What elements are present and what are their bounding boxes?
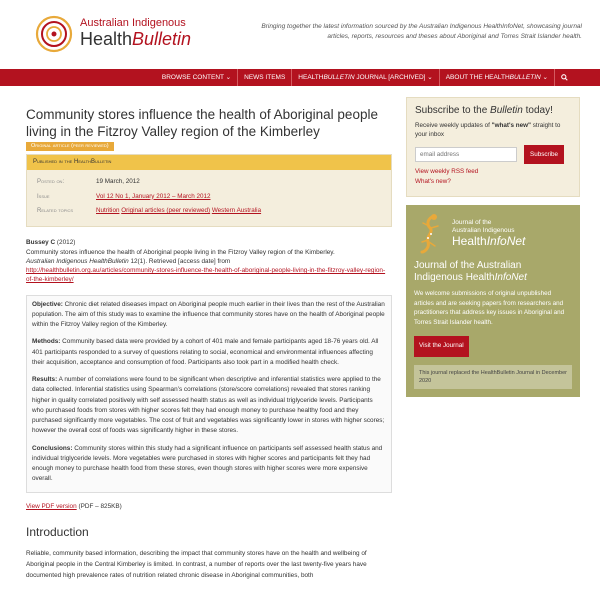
citation-title: Community stores influence the health of Aboriginal people living in the Fitzroy Valley region of the Kimberley. [26,248,335,256]
nav-journal-archived[interactable]: HEALTHBULLETIN JOURNAL [ARCHIVED] ⌄ [291,69,438,86]
journal-note: This journal replaced the HealthBulletin Journal in December 2020 [414,365,572,390]
abstract-objective: Objective: Chronic diet related diseases impact on Aboriginal people much earlier in their lives than the rest of the Australian population. The aim of this study was to examine the influence that community stores have on the health of Aboriginal people within the Fitzroy Valley region of the Kimberley. [32,300,385,329]
subscribe-links [415,167,571,187]
email-input[interactable] [415,147,517,162]
logo-line2: HealthBulletin [80,28,192,49]
topic-link-nutrition[interactable]: Nutrition [96,207,120,215]
journal-logo-line3: HealthInfoNet [452,233,526,248]
view-pdf-link[interactable]: View PDF version [26,502,77,510]
logo-line1: Australian Indigenous [80,16,186,29]
whats-new-link[interactable]: What's new? [415,177,451,185]
journal-text: We welcome submissions of original unpublished articles and are seeking papers from researchers and practitioners that address key issues in Aboriginal and Torres Strait Islander health. [414,289,565,326]
nav-about[interactable]: ABOUT THE HEALTHBULLETIN ⌄ [439,69,554,86]
subscribe-form [415,145,571,164]
logo-circles-icon [34,14,74,54]
posted-on-label: Posted on: [37,178,65,185]
journal-title: Journal of the Australian Indigenous HealthInfoNet [414,259,527,283]
posted-on-value: 19 March, 2012 [96,177,140,185]
citation-url[interactable]: http://healthbulletin.org.au/articles/community-stores-influence-the-health-of-aboriginal-people-living-in-the-fitzroy-valley-region-of-the-kimberley/ [26,267,386,284]
abstract-results: Results: A number of correlations were found to be significant when descriptive and inferential statistics were applied to the data collected. Inferential statistics using Spearman’s correlations (store/score correlations) revealed that stores ranking higher in quality correlated positively with self assessed health status as well as individual triglyceride levels. Participants who purchased foods from stores with higher scores felt they had enough money to purchase healthy food and they purchased significantly more vegetables. The cost of fruit and vegetables was significantly lower in stores with higher scores; however the overall cost of foods was significantly higher in these stores. [32,376,385,435]
issue-label: Issue [37,193,50,200]
citation-year: (2012) [55,239,76,247]
article-type-badge: Original article (peer reviewed) [26,142,114,152]
article-title: Community stores influence the health of Aboriginal people living in the Fitzroy Valley region of the Kimberley [26,107,378,139]
site-header [0,0,600,70]
article-main [26,107,392,581]
topics-label: Related topics [37,208,74,215]
journal-logo-line2: Australian Indigenous [452,227,515,235]
pdf-row [26,503,392,512]
abstract-conclusions: Conclusions: Community stores within this study had a significant influence on participants self assessed health status and individual triglyceride levels. More vegetables were purchased in stores with higher scores and participants felt they had enough money to purchase health food from these stores, even though stores with higher scores were more expensive overall. [32,444,383,483]
journal-promo-box [406,205,580,397]
journal-logo[interactable] [414,212,572,256]
subscribe-title: Subscribe to the Bulletin today! [415,105,553,116]
journal-logo-line1: Journal of the [452,219,492,227]
issue-link[interactable]: Vol 12 No 1, January 2012 – March 2012 [96,192,211,200]
site-tagline: Bringing together the latest information sourced by the Australian Indigenous HealthInfoNet, showcasing journal articles, reports, resources and theses about Aboriginal and Torres Strait Islander health. [261,23,582,40]
sidebar [406,97,580,397]
introduction-heading: Introduction [26,524,89,539]
publication-heading: Published in the HealthBulletin [27,155,391,169]
subscribe-button[interactable]: Subscribe [524,145,564,164]
subscribe-box [406,97,580,197]
citation [26,238,392,284]
abstract-box [26,295,392,493]
site-logo[interactable] [34,14,191,54]
topic-link-original-articles[interactable]: Original articles (peer reviewed) [121,207,211,215]
posted-on-row [27,170,391,190]
rss-feed-link[interactable]: View weekly RSS feed [415,167,479,175]
subscribe-text: Receive weekly updates of "what's new" straight to your inbox [415,122,561,138]
main-nav [0,69,600,86]
citation-author: Bussey C [26,239,56,247]
abstract-methods: Methods: Community based data were provided by a cohort of 401 male and female participants aged 18-76 years old. All 401 participants responded to a survey of questions relating to social, economical and environmental influences affecting their acquisition, acceptance and consumption of food. Participants also took part in a modified health check. [32,338,379,366]
citation-journal: Australian Indigenous HealthBulletin [26,257,129,265]
citation-details: 12(1). Retrieved [access date] from [128,257,231,265]
pdf-size: (PDF – 825KB) [76,502,122,510]
nav-news-items[interactable]: NEWS ITEMS [237,69,291,86]
lizard-icon [414,212,450,256]
nav-browse-content[interactable]: BROWSE CONTENT ⌄ [161,74,232,81]
introduction-text: Reliable, community based information, describing the impact that community stores have on the health and wellbeing of Aboriginal people in the Central Kimberley is limited. In contrast, a number of reports over the last twenty-five years have documented high prevalence rates of nutrition related chronic disease in Aboriginal communities, both [26,550,367,579]
nav-search-button[interactable] [554,69,570,86]
search-icon [561,74,568,81]
issue-row [27,190,391,205]
topic-link-western-australia[interactable]: Western Australia [211,207,262,215]
publication-info-box [26,154,392,227]
topics-row [27,204,391,226]
visit-journal-button[interactable]: Visit the Journal [414,336,469,357]
